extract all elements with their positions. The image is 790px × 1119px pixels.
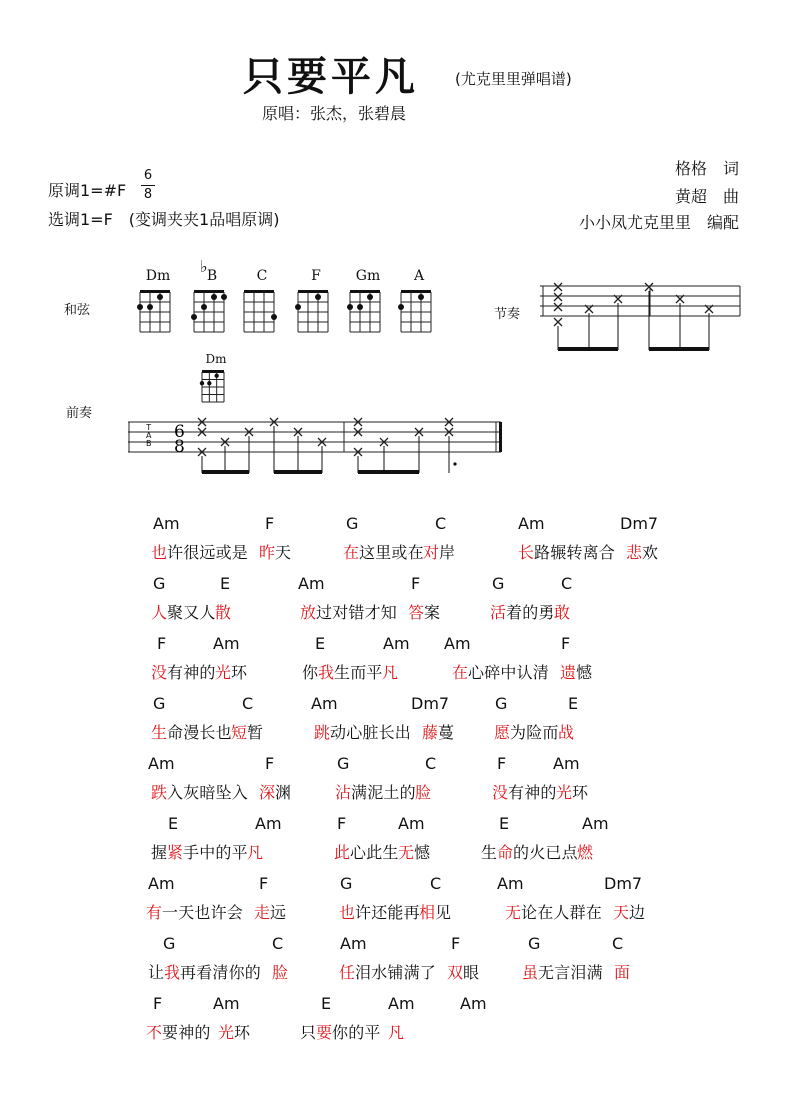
chord-label: Am — [582, 814, 609, 833]
lyric-accent: 我 — [318, 663, 335, 682]
chord-label: Dm7 — [620, 514, 659, 533]
chord-label: C — [430, 874, 442, 893]
tab-clef: T A B — [146, 423, 152, 448]
chord-label: Am — [460, 994, 487, 1013]
chord-label: E — [315, 634, 326, 653]
chord-name-dm: Dm — [145, 268, 171, 284]
finger-dot — [157, 294, 163, 300]
finger-dot — [137, 304, 143, 310]
chord-label: Am — [497, 874, 524, 893]
lyric-text: 许还能再 — [355, 903, 420, 922]
lyric-accent: 遗 — [560, 663, 577, 682]
lyric-accent: 燃 — [577, 843, 594, 862]
lyric-accent: 不 — [146, 1023, 163, 1042]
chord-name-bb: B — [206, 268, 218, 284]
lyric-accent: 活 — [490, 603, 507, 622]
lyric-text: 无言泪满 — [538, 963, 603, 982]
chord-label: F — [265, 754, 275, 773]
chord-label: C — [561, 574, 573, 593]
arranger-credit: 小小凤尤克里里 编配 — [578, 213, 739, 232]
finger-dot — [418, 294, 424, 300]
lyric-accent: 我 — [164, 963, 181, 982]
finger-dot — [207, 381, 211, 385]
lyric-accent: 双 — [447, 963, 464, 982]
lyric-text: 岸 — [439, 543, 456, 562]
chord-label: G — [163, 934, 176, 953]
lyric-text: 心此生 — [350, 843, 399, 862]
lyric-text: 环 — [234, 1023, 251, 1042]
song-subtitle: (尤克里里弹唱谱) — [455, 70, 572, 88]
lyric-accent: 脸 — [272, 963, 289, 982]
chord-name-f: F — [311, 268, 321, 284]
original-key: 原调1=#F — [48, 181, 127, 200]
chord-name-a: A — [413, 268, 425, 284]
finger-dot — [200, 381, 204, 385]
lyric-text: 案 — [424, 603, 441, 622]
lyric-text: 这里或在 — [359, 543, 424, 562]
song-title: 只要平凡 — [243, 54, 419, 100]
lyric-accent: 跌 — [151, 783, 168, 802]
lyric-text: 你 — [302, 663, 319, 682]
finger-dot — [147, 304, 153, 310]
chord-label: G — [528, 934, 541, 953]
chord-label: F — [157, 634, 167, 653]
finger-dot — [347, 304, 353, 310]
chord-grid — [137, 290, 170, 332]
chord-label: Am — [518, 514, 545, 533]
lyric-accent: 虽 — [522, 963, 539, 982]
chord-label: E — [499, 814, 510, 833]
lyric-accent: 走 — [254, 903, 271, 922]
lyric-accent: 相 — [419, 903, 436, 922]
lyric-accent: 也 — [339, 903, 356, 922]
chord-label: C — [272, 934, 284, 953]
lyric-text: 许很远或是 — [167, 543, 249, 562]
chord-label: Am — [311, 694, 338, 713]
lyric-text: 手中的平 — [183, 843, 248, 862]
lyric-accent: 没 — [151, 663, 168, 682]
intro-label: 前奏 — [66, 406, 93, 421]
chord-label: F — [337, 814, 347, 833]
lyric-accent: 光 — [556, 783, 573, 802]
lyric-text: 为险而 — [510, 723, 559, 742]
selected-key: 选调1=F (变调夹夹1品唱原调) — [48, 210, 280, 229]
chord-label: C — [425, 754, 437, 773]
lyric-text: 边 — [629, 903, 646, 922]
chord-label: G — [346, 514, 359, 533]
chord-label: E — [168, 814, 179, 833]
lyric-text: 只 — [300, 1023, 317, 1042]
lyric-accent: 藤 — [422, 723, 439, 742]
chord-name-c: C — [256, 268, 268, 284]
lyric-text: 生 — [481, 843, 498, 862]
original-singer: 原唱：张杰，张碧晨 — [262, 104, 407, 123]
chord-label: G — [495, 694, 508, 713]
lyric-text: 有神的 — [508, 783, 557, 802]
chord-label: F — [497, 754, 507, 773]
lyric-accent: 紧 — [167, 843, 184, 862]
chord-label: E — [220, 574, 231, 593]
chord-label: G — [153, 574, 166, 593]
lyric-text: 见 — [435, 903, 452, 922]
finger-dot — [367, 294, 373, 300]
lyric-accent: 在 — [343, 543, 360, 562]
chord-label: F — [153, 994, 163, 1013]
chord-label: Am — [340, 934, 367, 953]
finger-dot — [214, 374, 218, 378]
time-signature-top: 6 — [143, 168, 153, 183]
lyric-accent: 对 — [423, 543, 440, 562]
lyric-text: 蔓 — [438, 723, 455, 742]
chord-label: G — [337, 754, 350, 773]
chord-name-gm: Gm — [355, 268, 381, 284]
lyric-text: 聚又人 — [167, 603, 216, 622]
lyric-text: 命漫长也 — [167, 723, 232, 742]
lyric-text: 心碎中认清 — [468, 663, 550, 682]
finger-dot — [398, 304, 404, 310]
lyric-text: 再看清你的 — [180, 963, 262, 982]
chord-label: Am — [388, 994, 415, 1013]
lyric-text: 路辗转离合 — [534, 543, 616, 562]
finger-dot — [221, 294, 227, 300]
lyric-text: 有神的 — [167, 663, 216, 682]
chord-grid — [295, 290, 328, 332]
lyric-accent: 战 — [558, 723, 575, 742]
tab-time-top: 6 — [174, 422, 185, 442]
lyric-accent: 凡 — [388, 1023, 405, 1042]
lyric-accent: 无 — [505, 903, 522, 922]
chord-label: Am — [153, 514, 180, 533]
chord-label: F — [265, 514, 275, 533]
lyric-text: 环 — [231, 663, 248, 682]
lyric-accent: 愿 — [494, 723, 511, 742]
chord-label: G — [153, 694, 166, 713]
lyric-accent: 此 — [334, 843, 351, 862]
intro-chord-name: Dm — [205, 352, 227, 366]
finger-dot — [315, 294, 321, 300]
lyric-accent: 面 — [614, 963, 631, 982]
lyric-text: 暂 — [247, 723, 264, 742]
chord-label: Am — [213, 994, 240, 1013]
lyric-text: 握 — [151, 843, 168, 862]
lyric-text: 环 — [572, 783, 589, 802]
lyric-text: 眼 — [463, 963, 480, 982]
finger-dot — [357, 304, 363, 310]
chord-label: F — [411, 574, 421, 593]
lyric-accent: 悲 — [626, 543, 643, 562]
lyric-accent: 脸 — [415, 783, 432, 802]
finger-dot — [211, 294, 217, 300]
time-signature-bottom: 8 — [143, 187, 153, 202]
chord-label: Am — [213, 634, 240, 653]
chord-label: Am — [553, 754, 580, 773]
lyric-accent: 天 — [613, 903, 630, 922]
chord-label: E — [568, 694, 579, 713]
lyric-accent: 答 — [408, 603, 425, 622]
lyric-accent: 沾 — [335, 783, 352, 802]
lyric-text: 过对错才知 — [316, 603, 398, 622]
chord-label: F — [451, 934, 461, 953]
lyric-accent: 没 — [492, 783, 509, 802]
lyric-accent: 长 — [518, 543, 535, 562]
chord-grid — [398, 290, 431, 332]
lyric-accent: 深 — [259, 783, 276, 802]
chord-label: Am — [255, 814, 282, 833]
chord-label: C — [242, 694, 254, 713]
lyric-text: 泪水铺满了 — [355, 963, 437, 982]
chord-label: Am — [148, 754, 175, 773]
lyric-accent: 短 — [231, 723, 248, 742]
lyric-text: 远 — [270, 903, 287, 922]
chord-label: Am — [444, 634, 471, 653]
lyricist-credit: 格格 词 — [674, 159, 739, 178]
finger-dot — [201, 304, 207, 310]
chord-grid — [347, 290, 380, 332]
chord-label: Dm7 — [411, 694, 450, 713]
chord-label: G — [492, 574, 505, 593]
chord-label: Am — [398, 814, 425, 833]
lyric-accent: 昨 — [259, 543, 276, 562]
lyric-accent: 生 — [151, 723, 168, 742]
lyric-accent: 有 — [146, 903, 163, 922]
lyric-text: 的火已点 — [513, 843, 578, 862]
lyric-text: 天 — [275, 543, 292, 562]
chord-label: G — [340, 874, 353, 893]
rhythm-pattern — [540, 280, 745, 360]
intro-tab-staff — [128, 410, 508, 480]
lyric-accent: 要 — [316, 1023, 333, 1042]
chord-label: C — [435, 514, 447, 533]
chord-label: Dm7 — [604, 874, 643, 893]
lyric-accent: 敢 — [554, 603, 571, 622]
lyric-accent: 跳 — [314, 723, 331, 742]
lyric-text: 入灰暗坠入 — [167, 783, 249, 802]
chord-label: Am — [383, 634, 410, 653]
chord-label: C — [612, 934, 624, 953]
lyric-text: 要神的 — [162, 1023, 211, 1042]
lyric-text: 憾 — [414, 843, 431, 862]
chords-label: 和弦 — [64, 303, 91, 318]
lyric-accent: 凡 — [247, 843, 264, 862]
chord-label: Am — [298, 574, 325, 593]
lyric-accent: 光 — [218, 1023, 235, 1042]
chord-grid — [244, 290, 277, 332]
lyric-accent: 人 — [151, 603, 168, 622]
finger-dot — [295, 304, 301, 310]
lyric-text: 一天也许会 — [162, 903, 244, 922]
finger-dot — [191, 314, 197, 320]
composer-credit: 黄超 曲 — [674, 187, 739, 206]
chord-grid — [200, 370, 224, 402]
lyric-text: 让 — [148, 963, 165, 982]
chord-label: F — [561, 634, 571, 653]
lyric-accent: 任 — [339, 963, 356, 982]
lyric-accent: 光 — [215, 663, 232, 682]
chord-label: Am — [148, 874, 175, 893]
chord-label: E — [321, 994, 332, 1013]
lyric-accent: 也 — [151, 543, 168, 562]
lyric-text: 憾 — [576, 663, 593, 682]
lyric-accent: 在 — [452, 663, 469, 682]
lyric-text: 生而平 — [334, 663, 383, 682]
lyric-text: 论在人群在 — [521, 903, 603, 922]
lyric-text: 渊 — [275, 783, 292, 802]
lyric-accent: 命 — [497, 843, 514, 862]
lyric-text: 你的平 — [332, 1023, 381, 1042]
lyric-accent: 凡 — [382, 663, 399, 682]
lyric-accent: 无 — [398, 843, 415, 862]
lyric-accent: 散 — [215, 603, 232, 622]
lyric-accent: 放 — [300, 603, 317, 622]
lyric-text: 满泥土的 — [351, 783, 416, 802]
lyric-text: 动心脏长出 — [330, 723, 412, 742]
finger-dot — [271, 314, 277, 320]
chord-label: F — [259, 874, 269, 893]
lyric-text: 欢 — [642, 543, 659, 562]
rhythm-label: 节奏 — [494, 307, 521, 322]
chord-grid — [191, 290, 227, 332]
lyric-text: 着的勇 — [506, 603, 555, 622]
tab-time-bottom: 8 — [174, 437, 185, 457]
flat-symbol: ♭ — [200, 257, 208, 276]
